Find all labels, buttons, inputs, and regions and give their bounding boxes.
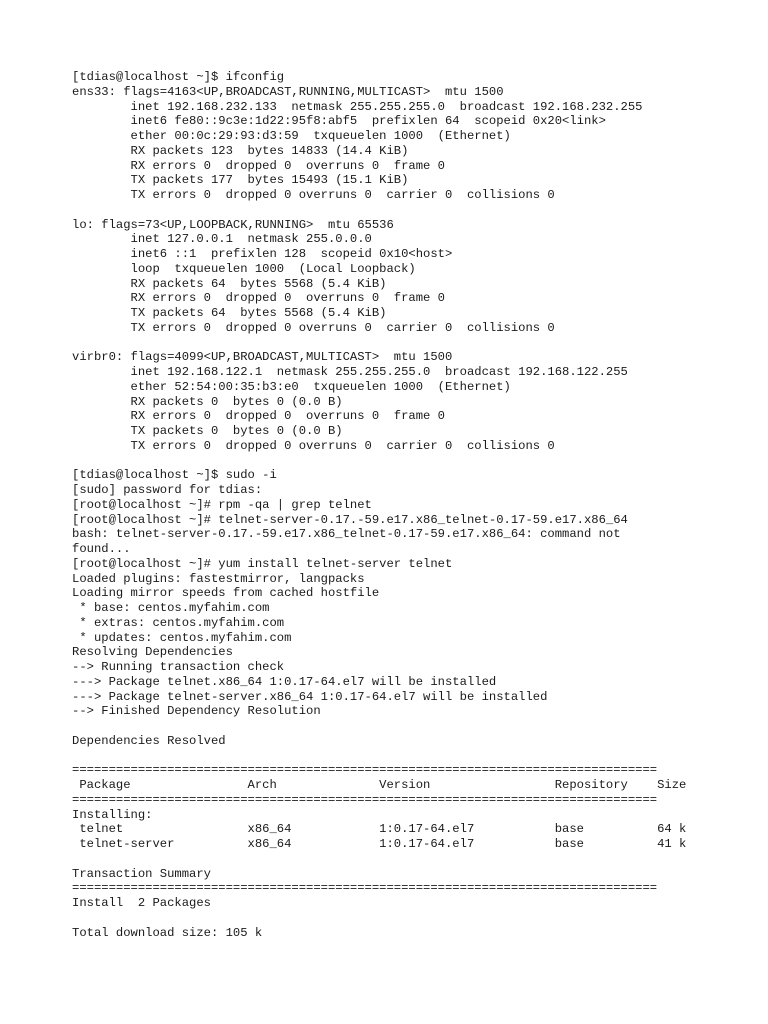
terminal-line: Loading mirror speeds from cached hostfile — [72, 586, 380, 601]
terminal-line: --> Running transaction check — [72, 660, 285, 674]
terminal-line: [root@localhost ~]# yum install telnet-server telnet — [72, 556, 453, 571]
terminal-line: * extras: centos.myfahim.com — [72, 615, 285, 630]
terminal-line: Package Arch Version Repository Size — [72, 778, 687, 792]
terminal-line: [root@localhost ~]# telnet-server-0.17.-59.e17.x86_telnet-0.17-59.e17.x86_64 — [72, 512, 628, 527]
terminal-line: RX packets 123 bytes 14833 (14.4 KiB) — [72, 143, 409, 158]
terminal-line: --> Finished Dependency Resolution — [72, 704, 321, 719]
terminal-line: TX packets 177 bytes 15493 (15.1 KiB) — [72, 173, 409, 188]
terminal-line: bash: telnet-server-0.17.-59.e17.x86_telnet-0.17-59.e17.x86_64: command not — [72, 527, 621, 542]
terminal-line: Install 2 Packages — [72, 896, 211, 910]
terminal-line: * updates: centos.myfahim.com — [72, 630, 292, 645]
terminal-line — [72, 852, 762, 867]
terminal-line: telnet-server x86_64 1:0.17-64.el7 base 41 k — [72, 837, 687, 851]
terminal-output — [72, 70, 762, 940]
terminal-line: TX packets 64 bytes 5568 (5.4 KiB) — [72, 306, 387, 320]
terminal-line: TX errors 0 dropped 0 overruns 0 carrier 0 collisions 0 — [72, 320, 555, 335]
terminal-line: lo: flags=73<UP,LOOPBACK,RUNNING> mtu 65536 — [72, 217, 394, 232]
terminal-line: [tdias@localhost ~]$ ifconfig — [72, 70, 285, 84]
terminal-line: Loaded plugins: fastestmirror, langpacks — [72, 571, 365, 586]
terminal-line: ether 52:54:00:35:b3:e0 txqueuelen 1000 (Ethernet) — [72, 379, 511, 394]
terminal-line: TX errors 0 dropped 0 overruns 0 carrier 0 collisions 0 — [72, 438, 555, 453]
terminal-line: Installing: — [72, 807, 153, 822]
terminal-line: [sudo] password for tdias: — [72, 483, 263, 497]
terminal-line: ================================================================================ — [72, 763, 658, 778]
terminal-line: RX packets 0 bytes 0 (0.0 B) — [72, 394, 343, 409]
terminal-line: inet 127.0.0.1 netmask 255.0.0.0 — [72, 232, 372, 247]
terminal-line: inet 192.168.232.133 netmask 255.255.255.0 broadcast 192.168.232.255 — [72, 99, 643, 114]
terminal-line — [72, 203, 762, 218]
terminal-line: ================================================================================ — [72, 792, 658, 807]
terminal-line: Dependencies Resolved — [72, 733, 226, 748]
terminal-line: [root@localhost ~]# rpm -qa | grep telnet — [72, 497, 372, 512]
terminal-line — [72, 749, 762, 764]
terminal-line: loop txqueuelen 1000 (Local Loopback) — [72, 261, 416, 276]
terminal-line: TX packets 0 bytes 0 (0.0 B) — [72, 424, 343, 438]
terminal-line: inet 192.168.122.1 netmask 255.255.255.0 broadcast 192.168.122.255 — [72, 365, 628, 379]
terminal-line: ================================================================================ — [72, 881, 658, 896]
terminal-line: RX errors 0 dropped 0 overruns 0 frame 0 — [72, 291, 445, 306]
terminal-line: Resolving Dependencies — [72, 645, 233, 660]
terminal-line: Total download size: 105 k — [72, 925, 263, 940]
terminal-line: [tdias@localhost ~]$ sudo -i — [72, 468, 277, 483]
terminal-line: ---> Package telnet.x86_64 1:0.17-64.el7 will be installed — [72, 674, 497, 689]
terminal-line: inet6 fe80::9c3e:1d22:95f8:abf5 prefixlen 64 scopeid 0x20<link> — [72, 114, 606, 129]
terminal-line: ens33: flags=4163<UP,BROADCAST,RUNNING,MULTICAST> mtu 1500 — [72, 84, 504, 99]
terminal-line: RX errors 0 dropped 0 overruns 0 frame 0 — [72, 158, 445, 173]
terminal-line: * base: centos.myfahim.com — [72, 601, 270, 615]
terminal-line — [72, 336, 762, 351]
terminal-line: telnet x86_64 1:0.17-64.el7 base 64 k — [72, 822, 687, 837]
terminal-line — [72, 454, 762, 469]
terminal-line: TX errors 0 dropped 0 overruns 0 carrier 0 collisions 0 — [72, 188, 555, 202]
terminal-line: ether 00:0c:29:93:d3:59 txqueuelen 1000 (Ethernet) — [72, 129, 511, 143]
terminal-line: RX errors 0 dropped 0 overruns 0 frame 0 — [72, 409, 445, 424]
terminal-line: Transaction Summary — [72, 866, 211, 881]
terminal-line: inet6 ::1 prefixlen 128 scopeid 0x10<host> — [72, 247, 453, 261]
terminal-line: virbr0: flags=4099<UP,BROADCAST,MULTICAST> mtu 1500 — [72, 350, 453, 365]
terminal-line — [72, 719, 762, 734]
terminal-line: RX packets 64 bytes 5568 (5.4 KiB) — [72, 276, 387, 291]
terminal-line — [72, 911, 762, 926]
terminal-line: found... — [72, 542, 131, 556]
terminal-line: ---> Package telnet-server.x86_64 1:0.17-64.el7 will be installed — [72, 689, 548, 704]
